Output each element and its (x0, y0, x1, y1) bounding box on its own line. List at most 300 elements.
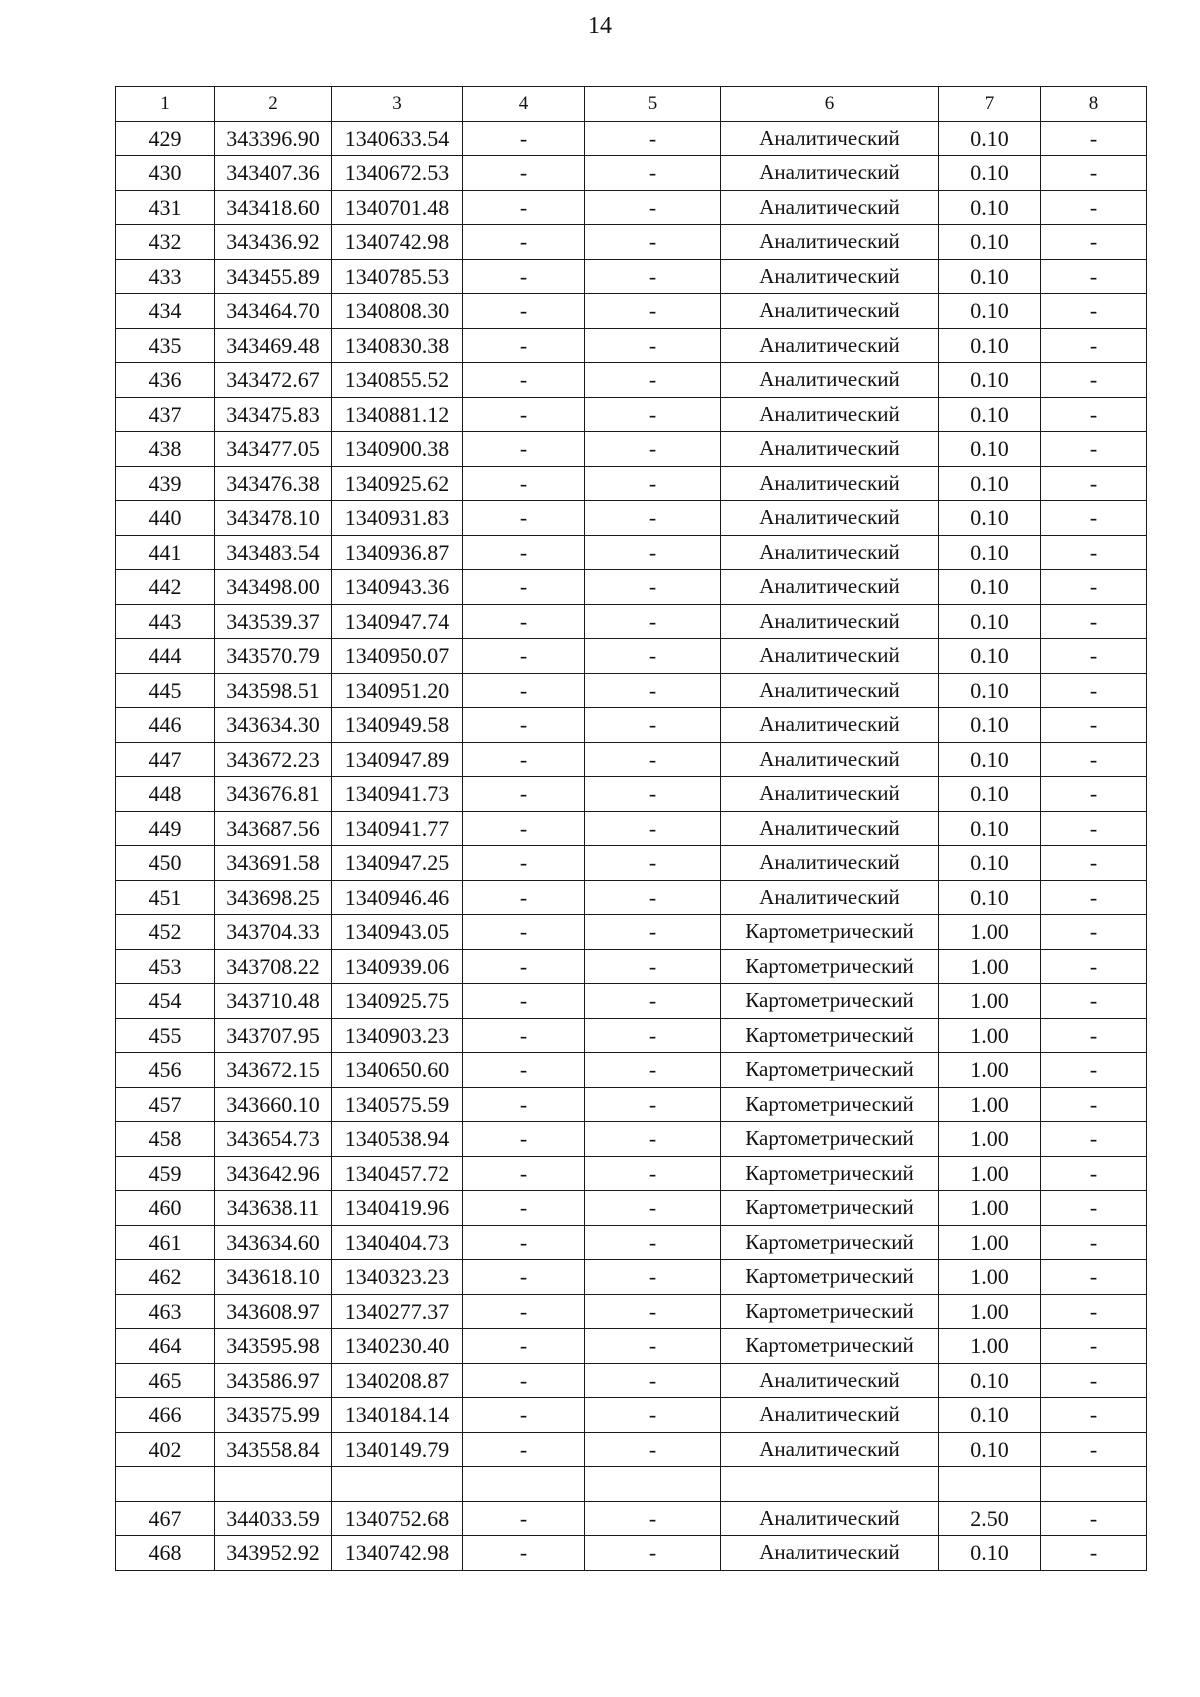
accuracy-cell: 1.00 (939, 1122, 1041, 1157)
table-row (116, 1122, 1147, 1157)
table-row (116, 1432, 1147, 1467)
column-8-cell: - (1041, 639, 1147, 674)
column-8-cell: - (1041, 604, 1147, 639)
column-5-cell: - (585, 225, 721, 260)
column-4-cell: - (463, 604, 585, 639)
accuracy-cell: 1.00 (939, 915, 1041, 950)
method-cell: Аналитический (721, 363, 939, 398)
accuracy-cell: 0.10 (939, 639, 1041, 674)
column-8-cell: - (1041, 501, 1147, 536)
method-cell: Картометрический (721, 1225, 939, 1260)
x-coordinate-cell: 343618.10 (215, 1260, 332, 1295)
y-coordinate-cell: 1340925.75 (332, 984, 463, 1019)
column-4-cell: - (463, 1225, 585, 1260)
y-coordinate-cell: 1340900.38 (332, 432, 463, 467)
y-coordinate-cell: 1340208.87 (332, 1363, 463, 1398)
table-row (116, 1156, 1147, 1191)
column-8-cell: - (1041, 328, 1147, 363)
column-5-cell: - (585, 777, 721, 812)
point-number-cell: 402 (116, 1432, 215, 1467)
method-cell: Аналитический (721, 397, 939, 432)
method-cell: Аналитический (721, 432, 939, 467)
method-cell: Картометрический (721, 1053, 939, 1088)
method-cell: Аналитический (721, 121, 939, 156)
y-coordinate-cell: 1340538.94 (332, 1122, 463, 1157)
table-row (116, 570, 1147, 605)
column-4-cell: - (463, 1156, 585, 1191)
column-8-cell: - (1041, 984, 1147, 1019)
method-cell: Картометрический (721, 915, 939, 950)
accuracy-cell: 0.10 (939, 466, 1041, 501)
column-5-cell: - (585, 328, 721, 363)
x-coordinate-cell: 343407.36 (215, 156, 332, 191)
column-8-cell: - (1041, 777, 1147, 812)
column-5-cell: - (585, 846, 721, 881)
x-coordinate-cell: 344033.59 (215, 1501, 332, 1536)
column-8-cell: - (1041, 432, 1147, 467)
point-number-cell: 439 (116, 466, 215, 501)
table-row (116, 1501, 1147, 1536)
column-8-cell: - (1041, 570, 1147, 605)
column-4-cell: - (463, 294, 585, 329)
method-cell: Аналитический (721, 190, 939, 225)
table-row (116, 1363, 1147, 1398)
table-header (116, 87, 1147, 122)
method-cell: Аналитический (721, 1363, 939, 1398)
accuracy-cell: 1.00 (939, 984, 1041, 1019)
table-row (116, 1053, 1147, 1088)
table-row (116, 363, 1147, 398)
table-row (116, 1536, 1147, 1571)
column-4-cell: - (463, 1536, 585, 1571)
column-4-cell: - (463, 397, 585, 432)
x-coordinate-cell: 343396.90 (215, 121, 332, 156)
column-4-cell: - (463, 1501, 585, 1536)
column-4-cell: - (463, 328, 585, 363)
method-cell (721, 1467, 939, 1502)
accuracy-cell: 0.10 (939, 846, 1041, 881)
accuracy-cell: 1.00 (939, 1329, 1041, 1364)
y-coordinate-cell: 1340943.36 (332, 570, 463, 605)
point-number-cell: 437 (116, 397, 215, 432)
method-cell: Картометрический (721, 1329, 939, 1364)
column-4-cell: - (463, 225, 585, 260)
y-coordinate-cell: 1340931.83 (332, 501, 463, 536)
column-4-cell: - (463, 432, 585, 467)
point-number-cell: 466 (116, 1398, 215, 1433)
table-row (116, 294, 1147, 329)
column-5-cell: - (585, 984, 721, 1019)
method-cell: Картометрический (721, 1018, 939, 1053)
column-8-cell (1041, 1467, 1147, 1502)
column-5-cell: - (585, 156, 721, 191)
accuracy-cell: 0.10 (939, 1398, 1041, 1433)
column-4-cell: - (463, 1087, 585, 1122)
point-number-cell: 449 (116, 811, 215, 846)
point-number-cell: 464 (116, 1329, 215, 1364)
method-cell: Аналитический (721, 570, 939, 605)
column-8-cell: - (1041, 397, 1147, 432)
accuracy-cell: 0.10 (939, 432, 1041, 467)
method-cell: Аналитический (721, 328, 939, 363)
column-header-5: 5 (585, 87, 721, 122)
accuracy-cell: 0.10 (939, 294, 1041, 329)
x-coordinate-cell: 343634.60 (215, 1225, 332, 1260)
x-coordinate-cell: 343634.30 (215, 708, 332, 743)
column-4-cell: - (463, 466, 585, 501)
column-4-cell: - (463, 949, 585, 984)
y-coordinate-cell: 1340752.68 (332, 1501, 463, 1536)
point-number-cell: 435 (116, 328, 215, 363)
accuracy-cell: 0.10 (939, 880, 1041, 915)
method-cell: Картометрический (721, 1294, 939, 1329)
column-header-1: 1 (116, 87, 215, 122)
point-number-cell: 429 (116, 121, 215, 156)
method-cell: Аналитический (721, 1398, 939, 1433)
x-coordinate-cell: 343952.92 (215, 1536, 332, 1571)
accuracy-cell: 0.10 (939, 604, 1041, 639)
x-coordinate-cell: 343586.97 (215, 1363, 332, 1398)
x-coordinate-cell: 343672.15 (215, 1053, 332, 1088)
y-coordinate-cell: 1340633.54 (332, 121, 463, 156)
column-5-cell: - (585, 1018, 721, 1053)
column-5-cell: - (585, 1398, 721, 1433)
column-4-cell: - (463, 1294, 585, 1329)
method-cell: Аналитический (721, 639, 939, 674)
point-number-cell: 445 (116, 673, 215, 708)
x-coordinate-cell: 343598.51 (215, 673, 332, 708)
column-4-cell: - (463, 535, 585, 570)
method-cell: Картометрический (721, 1260, 939, 1295)
column-5-cell: - (585, 259, 721, 294)
x-coordinate-cell: 343436.92 (215, 225, 332, 260)
x-coordinate-cell: 343475.83 (215, 397, 332, 432)
table-row (116, 880, 1147, 915)
column-4-cell: - (463, 501, 585, 536)
column-8-cell: - (1041, 846, 1147, 881)
table-row (116, 501, 1147, 536)
point-number-cell: 454 (116, 984, 215, 1019)
y-coordinate-cell: 1340701.48 (332, 190, 463, 225)
column-header-7: 7 (939, 87, 1041, 122)
method-cell: Картометрический (721, 1191, 939, 1226)
table-row (116, 156, 1147, 191)
point-number-cell: 453 (116, 949, 215, 984)
y-coordinate-cell: 1340323.23 (332, 1260, 463, 1295)
x-coordinate-cell: 343498.00 (215, 570, 332, 605)
column-8-cell: - (1041, 294, 1147, 329)
table-row (116, 777, 1147, 812)
method-cell: Аналитический (721, 535, 939, 570)
x-coordinate-cell: 343698.25 (215, 880, 332, 915)
method-cell: Аналитический (721, 777, 939, 812)
column-8-cell: - (1041, 708, 1147, 743)
column-5-cell: - (585, 432, 721, 467)
accuracy-cell: 0.10 (939, 1363, 1041, 1398)
table-row (116, 1087, 1147, 1122)
x-coordinate-cell: 343687.56 (215, 811, 332, 846)
column-5-cell: - (585, 1191, 721, 1226)
column-5-cell: - (585, 1432, 721, 1467)
table-row (116, 432, 1147, 467)
column-8-cell: - (1041, 190, 1147, 225)
point-number-cell: 446 (116, 708, 215, 743)
accuracy-cell: 1.00 (939, 1294, 1041, 1329)
point-number-cell: 458 (116, 1122, 215, 1157)
method-cell: Картометрический (721, 1156, 939, 1191)
column-8-cell: - (1041, 1260, 1147, 1295)
column-5-cell: - (585, 742, 721, 777)
column-8-cell: - (1041, 1087, 1147, 1122)
y-coordinate-cell: 1340925.62 (332, 466, 463, 501)
column-5-cell (585, 1467, 721, 1502)
column-4-cell: - (463, 1398, 585, 1433)
point-number-cell: 430 (116, 156, 215, 191)
column-4-cell: - (463, 1329, 585, 1364)
accuracy-cell: 1.00 (939, 1191, 1041, 1226)
point-number-cell: 459 (116, 1156, 215, 1191)
x-coordinate-cell: 343654.73 (215, 1122, 332, 1157)
accuracy-cell: 1.00 (939, 1053, 1041, 1088)
accuracy-cell: 1.00 (939, 1087, 1041, 1122)
column-4-cell: - (463, 846, 585, 881)
column-8-cell: - (1041, 1432, 1147, 1467)
x-coordinate-cell: 343575.99 (215, 1398, 332, 1433)
x-coordinate-cell: 343477.05 (215, 432, 332, 467)
column-4-cell: - (463, 259, 585, 294)
x-coordinate-cell: 343672.23 (215, 742, 332, 777)
accuracy-cell: 0.10 (939, 363, 1041, 398)
column-4-cell: - (463, 984, 585, 1019)
method-cell: Аналитический (721, 1501, 939, 1536)
point-number-cell: 455 (116, 1018, 215, 1053)
table-row (116, 1398, 1147, 1433)
column-5-cell: - (585, 501, 721, 536)
table-row (116, 259, 1147, 294)
coordinates-table (115, 86, 1147, 1571)
column-5-cell: - (585, 466, 721, 501)
accuracy-cell: 1.00 (939, 949, 1041, 984)
column-4-cell: - (463, 742, 585, 777)
column-8-cell: - (1041, 742, 1147, 777)
column-8-cell: - (1041, 915, 1147, 950)
point-number-cell: 452 (116, 915, 215, 950)
point-number-cell: 431 (116, 190, 215, 225)
point-number-cell: 432 (116, 225, 215, 260)
method-cell: Картометрический (721, 1087, 939, 1122)
x-coordinate-cell: 343455.89 (215, 259, 332, 294)
column-8-cell: - (1041, 1053, 1147, 1088)
column-4-cell: - (463, 639, 585, 674)
y-coordinate-cell: 1340950.07 (332, 639, 463, 674)
table-row (116, 639, 1147, 674)
point-number-cell: 447 (116, 742, 215, 777)
accuracy-cell: 2.50 (939, 1501, 1041, 1536)
column-5-cell: - (585, 1260, 721, 1295)
y-coordinate-cell: 1340184.14 (332, 1398, 463, 1433)
method-cell: Картометрический (721, 984, 939, 1019)
accuracy-cell: 0.10 (939, 397, 1041, 432)
x-coordinate-cell: 343704.33 (215, 915, 332, 950)
x-coordinate-cell: 343608.97 (215, 1294, 332, 1329)
x-coordinate-cell: 343464.70 (215, 294, 332, 329)
column-header-8: 8 (1041, 87, 1147, 122)
y-coordinate-cell: 1340742.98 (332, 1536, 463, 1571)
column-8-cell: - (1041, 880, 1147, 915)
column-header-6: 6 (721, 87, 939, 122)
method-cell: Аналитический (721, 708, 939, 743)
point-number-cell (116, 1467, 215, 1502)
x-coordinate-cell: 343660.10 (215, 1087, 332, 1122)
y-coordinate-cell: 1340808.30 (332, 294, 463, 329)
table-row (116, 1225, 1147, 1260)
y-coordinate-cell (332, 1467, 463, 1502)
accuracy-cell: 0.10 (939, 501, 1041, 536)
x-coordinate-cell: 343708.22 (215, 949, 332, 984)
x-coordinate-cell: 343676.81 (215, 777, 332, 812)
table-row (116, 225, 1147, 260)
column-8-cell: - (1041, 1191, 1147, 1226)
point-number-cell: 451 (116, 880, 215, 915)
point-number-cell: 462 (116, 1260, 215, 1295)
method-cell: Аналитический (721, 501, 939, 536)
column-8-cell: - (1041, 1501, 1147, 1536)
x-coordinate-cell: 343418.60 (215, 190, 332, 225)
x-coordinate-cell: 343638.11 (215, 1191, 332, 1226)
column-8-cell: - (1041, 811, 1147, 846)
accuracy-cell: 0.10 (939, 190, 1041, 225)
column-8-cell: - (1041, 949, 1147, 984)
y-coordinate-cell: 1340457.72 (332, 1156, 463, 1191)
y-coordinate-cell: 1340947.89 (332, 742, 463, 777)
method-cell: Аналитический (721, 466, 939, 501)
table-row (116, 949, 1147, 984)
column-8-cell: - (1041, 1156, 1147, 1191)
x-coordinate-cell: 343483.54 (215, 535, 332, 570)
table-row (116, 1294, 1147, 1329)
table-row (116, 1260, 1147, 1295)
point-number-cell: 448 (116, 777, 215, 812)
column-5-cell: - (585, 1156, 721, 1191)
column-5-cell: - (585, 1536, 721, 1571)
column-4-cell: - (463, 708, 585, 743)
x-coordinate-cell: 343691.58 (215, 846, 332, 881)
accuracy-cell: 1.00 (939, 1018, 1041, 1053)
column-4-cell: - (463, 190, 585, 225)
accuracy-cell: 1.00 (939, 1225, 1041, 1260)
column-4-cell: - (463, 121, 585, 156)
method-cell: Аналитический (721, 1432, 939, 1467)
column-4-cell: - (463, 570, 585, 605)
point-number-cell: 442 (116, 570, 215, 605)
x-coordinate-cell: 343478.10 (215, 501, 332, 536)
table-row (116, 1018, 1147, 1053)
x-coordinate-cell: 343642.96 (215, 1156, 332, 1191)
point-number-cell: 433 (116, 259, 215, 294)
column-5-cell: - (585, 1087, 721, 1122)
column-5-cell: - (585, 121, 721, 156)
accuracy-cell: 0.10 (939, 777, 1041, 812)
point-number-cell: 438 (116, 432, 215, 467)
column-8-cell: - (1041, 1294, 1147, 1329)
point-number-cell: 468 (116, 1536, 215, 1571)
column-5-cell: - (585, 1294, 721, 1329)
column-4-cell: - (463, 363, 585, 398)
column-4-cell: - (463, 1122, 585, 1157)
table-row (116, 1467, 1147, 1502)
column-8-cell: - (1041, 1225, 1147, 1260)
column-4-cell: - (463, 811, 585, 846)
column-5-cell: - (585, 397, 721, 432)
method-cell: Аналитический (721, 604, 939, 639)
y-coordinate-cell: 1340149.79 (332, 1432, 463, 1467)
column-8-cell: - (1041, 1329, 1147, 1364)
column-5-cell: - (585, 190, 721, 225)
method-cell: Аналитический (721, 1536, 939, 1571)
column-5-cell: - (585, 604, 721, 639)
point-number-cell: 463 (116, 1294, 215, 1329)
method-cell: Аналитический (721, 259, 939, 294)
method-cell: Картометрический (721, 1122, 939, 1157)
column-5-cell: - (585, 811, 721, 846)
column-4-cell: - (463, 1053, 585, 1088)
column-5-cell: - (585, 915, 721, 950)
y-coordinate-cell: 1340742.98 (332, 225, 463, 260)
point-number-cell: 436 (116, 363, 215, 398)
table-row (116, 1329, 1147, 1364)
column-4-cell: - (463, 156, 585, 191)
column-8-cell: - (1041, 225, 1147, 260)
y-coordinate-cell: 1340947.74 (332, 604, 463, 639)
column-8-cell: - (1041, 673, 1147, 708)
accuracy-cell: 0.10 (939, 535, 1041, 570)
method-cell: Аналитический (721, 846, 939, 881)
method-cell: Аналитический (721, 880, 939, 915)
y-coordinate-cell: 1340903.23 (332, 1018, 463, 1053)
column-header-2: 2 (215, 87, 332, 122)
accuracy-cell: 0.10 (939, 1536, 1041, 1571)
column-8-cell: - (1041, 1018, 1147, 1053)
column-8-cell: - (1041, 121, 1147, 156)
column-8-cell: - (1041, 1398, 1147, 1433)
point-number-cell: 467 (116, 1501, 215, 1536)
column-5-cell: - (585, 535, 721, 570)
column-5-cell: - (585, 949, 721, 984)
column-8-cell: - (1041, 1122, 1147, 1157)
accuracy-cell: 0.10 (939, 1432, 1041, 1467)
y-coordinate-cell: 1340785.53 (332, 259, 463, 294)
column-4-cell: - (463, 1432, 585, 1467)
accuracy-cell: 0.10 (939, 570, 1041, 605)
column-4-cell: - (463, 673, 585, 708)
y-coordinate-cell: 1340881.12 (332, 397, 463, 432)
point-number-cell: 434 (116, 294, 215, 329)
x-coordinate-cell: 343472.67 (215, 363, 332, 398)
table-row (116, 708, 1147, 743)
accuracy-cell (939, 1467, 1041, 1502)
column-5-cell: - (585, 570, 721, 605)
table-row (116, 121, 1147, 156)
x-coordinate-cell: 343476.38 (215, 466, 332, 501)
table-row (116, 328, 1147, 363)
table-row (116, 811, 1147, 846)
column-4-cell: - (463, 880, 585, 915)
table-row (116, 466, 1147, 501)
x-coordinate-cell: 343558.84 (215, 1432, 332, 1467)
table-row (116, 604, 1147, 639)
column-4-cell: - (463, 777, 585, 812)
table-row (116, 190, 1147, 225)
